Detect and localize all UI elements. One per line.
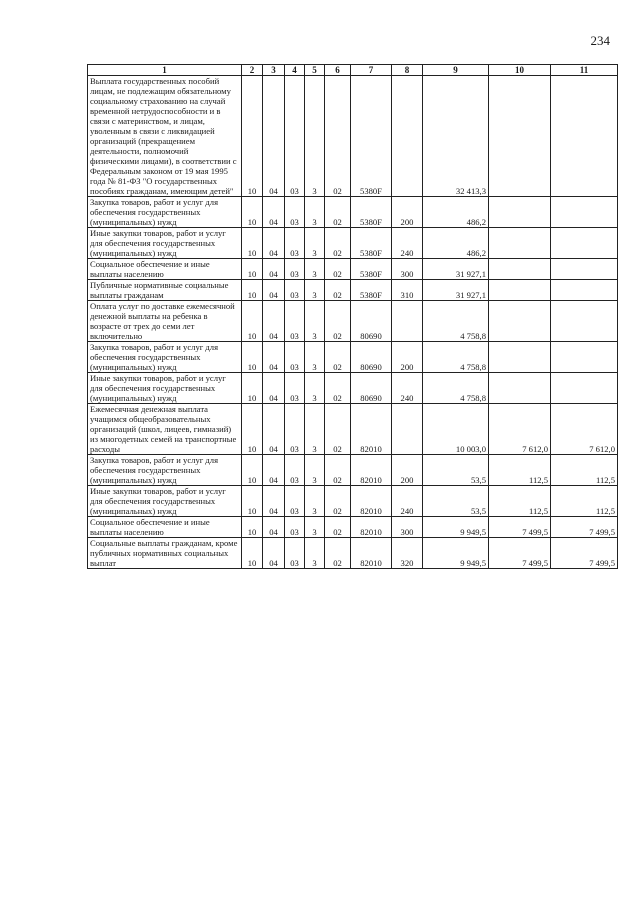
value-cell-c4: 03	[285, 342, 305, 373]
value-cell-c5: 3	[305, 517, 325, 538]
row-name-cell: Социальное обеспечение и иные выплаты населению	[88, 259, 242, 280]
value-cell-c10	[489, 301, 551, 342]
value-cell-c10	[489, 373, 551, 404]
value-cell-c5: 3	[305, 538, 325, 569]
row-name-cell: Иные закупки товаров, работ и услуг для обеспечения государственных (муниципальных) нужд	[88, 486, 242, 517]
page-number: 234	[590, 33, 610, 48]
value-cell-c9: 32 413,3	[423, 76, 489, 197]
table-row	[88, 280, 618, 301]
value-cell-c2: 10	[242, 517, 263, 538]
table-row	[88, 404, 618, 455]
value-cell-c3: 04	[263, 538, 285, 569]
value-cell-c11	[551, 197, 618, 228]
column-header: 6	[325, 65, 351, 76]
value-cell-c2: 10	[242, 373, 263, 404]
column-header: 9	[423, 65, 489, 76]
value-cell-c3: 04	[263, 486, 285, 517]
column-header: 11	[551, 65, 618, 76]
row-name-cell: Ежемесячная денежная выплата учащимся общеобразовательных организаций (школ, лицеев, гимназий) из многодетных семей на транспортные расходы	[88, 404, 242, 455]
value-cell-c3: 04	[263, 373, 285, 404]
value-cell-c6: 02	[325, 301, 351, 342]
value-cell-c6: 02	[325, 455, 351, 486]
column-header: 4	[285, 65, 305, 76]
row-name-cell: Выплата государственных пособий лицам, не подлежащим обязательному социальному страхованию на случай временной нетрудоспособности и в связи с материнством, и лицам, уволенным в связи с ликвидацией организаций (прекращением деятельности, полномочий физическими лицами), в соответствии с Федеральным законом от 19 мая 1995 года № 81-ФЗ "О государственных пособиях гражданам, имеющим детей"	[88, 76, 242, 197]
value-cell-c5: 3	[305, 197, 325, 228]
table-row	[88, 373, 618, 404]
value-cell-c10: 112,5	[489, 486, 551, 517]
value-cell-c5: 3	[305, 259, 325, 280]
table-row	[88, 259, 618, 280]
value-cell-c8	[392, 76, 423, 197]
value-cell-c5: 3	[305, 455, 325, 486]
value-cell-c7: 5380F	[351, 280, 392, 301]
column-header: 7	[351, 65, 392, 76]
table-row	[88, 301, 618, 342]
value-cell-c2: 10	[242, 455, 263, 486]
value-cell-c3: 04	[263, 259, 285, 280]
value-cell-c6: 02	[325, 228, 351, 259]
value-cell-c2: 10	[242, 342, 263, 373]
value-cell-c9: 10 003,0	[423, 404, 489, 455]
value-cell-c3: 04	[263, 404, 285, 455]
value-cell-c9: 486,2	[423, 228, 489, 259]
value-cell-c7: 80690	[351, 342, 392, 373]
table-row	[88, 197, 618, 228]
value-cell-c6: 02	[325, 517, 351, 538]
value-cell-c4: 03	[285, 538, 305, 569]
value-cell-c3: 04	[263, 455, 285, 486]
value-cell-c8: 200	[392, 455, 423, 486]
value-cell-c6: 02	[325, 486, 351, 517]
budget-table	[87, 64, 618, 569]
value-cell-c10: 7 612,0	[489, 404, 551, 455]
value-cell-c8	[392, 301, 423, 342]
value-cell-c8: 310	[392, 280, 423, 301]
value-cell-c7: 82010	[351, 486, 392, 517]
value-cell-c8: 240	[392, 486, 423, 517]
value-cell-c2: 10	[242, 280, 263, 301]
value-cell-c5: 3	[305, 486, 325, 517]
value-cell-c4: 03	[285, 373, 305, 404]
value-cell-c10	[489, 280, 551, 301]
value-cell-c5: 3	[305, 301, 325, 342]
column-header: 10	[489, 65, 551, 76]
value-cell-c11: 112,5	[551, 455, 618, 486]
value-cell-c9: 4 758,8	[423, 342, 489, 373]
value-cell-c10	[489, 228, 551, 259]
value-cell-c8: 320	[392, 538, 423, 569]
value-cell-c6: 02	[325, 342, 351, 373]
value-cell-c10: 112,5	[489, 455, 551, 486]
value-cell-c4: 03	[285, 259, 305, 280]
value-cell-c3: 04	[263, 197, 285, 228]
column-header: 3	[263, 65, 285, 76]
value-cell-c11	[551, 301, 618, 342]
value-cell-c9: 4 758,8	[423, 301, 489, 342]
row-name-cell: Иные закупки товаров, работ и услуг для обеспечения государственных (муниципальных) нужд	[88, 228, 242, 259]
value-cell-c9: 53,5	[423, 455, 489, 486]
table-row	[88, 538, 618, 569]
value-cell-c7: 80690	[351, 301, 392, 342]
value-cell-c8	[392, 404, 423, 455]
value-cell-c11: 7 499,5	[551, 538, 618, 569]
value-cell-c4: 03	[285, 455, 305, 486]
value-cell-c4: 03	[285, 301, 305, 342]
value-cell-c6: 02	[325, 538, 351, 569]
value-cell-c7: 82010	[351, 404, 392, 455]
row-name-cell: Иные закупки товаров, работ и услуг для обеспечения государственных (муниципальных) нужд	[88, 373, 242, 404]
column-header: 8	[392, 65, 423, 76]
value-cell-c9: 486,2	[423, 197, 489, 228]
value-cell-c11: 7 499,5	[551, 517, 618, 538]
column-header: 2	[242, 65, 263, 76]
value-cell-c5: 3	[305, 280, 325, 301]
value-cell-c5: 3	[305, 342, 325, 373]
value-cell-c8: 200	[392, 342, 423, 373]
value-cell-c10: 7 499,5	[489, 517, 551, 538]
value-cell-c7: 5380F	[351, 197, 392, 228]
value-cell-c7: 80690	[351, 373, 392, 404]
row-name-cell: Закупка товаров, работ и услуг для обеспечения государственных (муниципальных) нужд	[88, 197, 242, 228]
value-cell-c4: 03	[285, 486, 305, 517]
table-row	[88, 342, 618, 373]
value-cell-c6: 02	[325, 404, 351, 455]
value-cell-c2: 10	[242, 486, 263, 517]
value-cell-c8: 200	[392, 197, 423, 228]
value-cell-c8: 240	[392, 228, 423, 259]
value-cell-c7: 5380F	[351, 259, 392, 280]
value-cell-c10	[489, 76, 551, 197]
value-cell-c3: 04	[263, 517, 285, 538]
value-cell-c10	[489, 197, 551, 228]
value-cell-c11	[551, 259, 618, 280]
value-cell-c3: 04	[263, 228, 285, 259]
value-cell-c6: 02	[325, 197, 351, 228]
column-header: 1	[88, 65, 242, 76]
value-cell-c7: 82010	[351, 455, 392, 486]
value-cell-c7: 82010	[351, 517, 392, 538]
value-cell-c8: 300	[392, 517, 423, 538]
value-cell-c8: 240	[392, 373, 423, 404]
value-cell-c10	[489, 259, 551, 280]
value-cell-c6: 02	[325, 76, 351, 197]
value-cell-c10: 7 499,5	[489, 538, 551, 569]
value-cell-c10	[489, 342, 551, 373]
value-cell-c2: 10	[242, 76, 263, 197]
value-cell-c4: 03	[285, 197, 305, 228]
value-cell-c9: 9 949,5	[423, 538, 489, 569]
value-cell-c11: 112,5	[551, 486, 618, 517]
value-cell-c7: 82010	[351, 538, 392, 569]
value-cell-c11: 7 612,0	[551, 404, 618, 455]
value-cell-c6: 02	[325, 373, 351, 404]
value-cell-c11	[551, 373, 618, 404]
value-cell-c3: 04	[263, 301, 285, 342]
row-name-cell: Социальное обеспечение и иные выплаты населению	[88, 517, 242, 538]
value-cell-c6: 02	[325, 259, 351, 280]
value-cell-c11	[551, 228, 618, 259]
row-name-cell: Закупка товаров, работ и услуг для обеспечения государственных (муниципальных) нужд	[88, 455, 242, 486]
value-cell-c2: 10	[242, 197, 263, 228]
row-name-cell: Публичные нормативные социальные выплаты гражданам	[88, 280, 242, 301]
value-cell-c9: 53,5	[423, 486, 489, 517]
value-cell-c3: 04	[263, 280, 285, 301]
value-cell-c5: 3	[305, 76, 325, 197]
value-cell-c2: 10	[242, 404, 263, 455]
value-cell-c5: 3	[305, 228, 325, 259]
value-cell-c11	[551, 342, 618, 373]
value-cell-c11	[551, 76, 618, 197]
value-cell-c9: 31 927,1	[423, 259, 489, 280]
value-cell-c3: 04	[263, 342, 285, 373]
table-row	[88, 76, 618, 197]
row-name-cell: Закупка товаров, работ и услуг для обеспечения государственных (муниципальных) нужд	[88, 342, 242, 373]
value-cell-c2: 10	[242, 538, 263, 569]
table-row	[88, 517, 618, 538]
value-cell-c2: 10	[242, 301, 263, 342]
row-name-cell: Оплата услуг по доставке ежемесячной денежной выплаты на ребенка в возрасте от трех до семи лет включительно	[88, 301, 242, 342]
value-cell-c9: 4 758,8	[423, 373, 489, 404]
value-cell-c9: 31 927,1	[423, 280, 489, 301]
column-header: 5	[305, 65, 325, 76]
value-cell-c6: 02	[325, 280, 351, 301]
table-row	[88, 455, 618, 486]
value-cell-c4: 03	[285, 228, 305, 259]
value-cell-c4: 03	[285, 280, 305, 301]
table-row	[88, 486, 618, 517]
value-cell-c5: 3	[305, 373, 325, 404]
value-cell-c4: 03	[285, 76, 305, 197]
value-cell-c11	[551, 280, 618, 301]
value-cell-c9: 9 949,5	[423, 517, 489, 538]
value-cell-c2: 10	[242, 228, 263, 259]
value-cell-c7: 5380F	[351, 228, 392, 259]
table-row	[88, 228, 618, 259]
value-cell-c3: 04	[263, 76, 285, 197]
value-cell-c5: 3	[305, 404, 325, 455]
value-cell-c8: 300	[392, 259, 423, 280]
value-cell-c4: 03	[285, 404, 305, 455]
row-name-cell: Социальные выплаты гражданам, кроме публичных нормативных социальных выплат	[88, 538, 242, 569]
value-cell-c2: 10	[242, 259, 263, 280]
value-cell-c7: 5380F	[351, 76, 392, 197]
table-header-row	[88, 65, 618, 76]
value-cell-c4: 03	[285, 517, 305, 538]
